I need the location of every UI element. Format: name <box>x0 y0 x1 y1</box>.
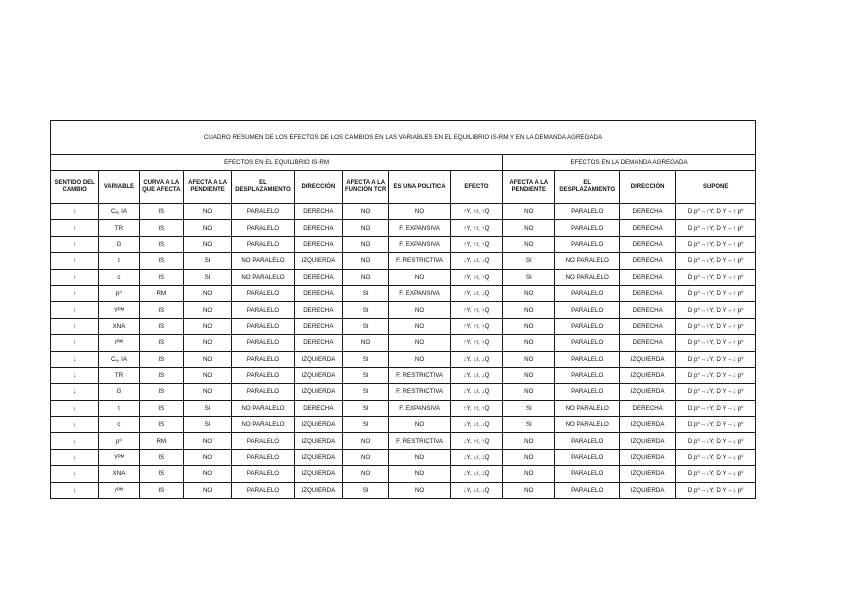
cell-desplazamiento: PARALELO <box>232 204 294 220</box>
cell-sentido: ↑ <box>51 236 99 252</box>
cell-variable: XNA <box>99 466 139 482</box>
cell-funcion-tcr: SI <box>343 417 389 433</box>
cell-da-desplazamiento: PARALELO <box>555 351 619 367</box>
cell-sentido: ↑ <box>51 269 99 285</box>
cell-sentido: ↑ <box>51 253 99 269</box>
cell-funcion-tcr: NO <box>343 335 389 351</box>
cell-politica: NO <box>389 204 450 220</box>
cell-funcion-tcr: NO <box>343 433 389 449</box>
table-row <box>51 302 756 318</box>
cell-pendiente: SI <box>183 400 231 416</box>
cell-curva: IS <box>139 351 183 367</box>
cell-sentido: ↓ <box>51 466 99 482</box>
cell-efecto: ↑Y, ↑r, ↑Q <box>450 318 502 334</box>
group-header-demanda: EFECTOS EN LA DEMANDA AGREGADA <box>503 155 756 171</box>
cell-efecto: ↑Y, ↑r, ↑Q <box>450 302 502 318</box>
cell-direccion: IZQUIERDA <box>294 367 342 383</box>
cell-variable: rᴿᴹ <box>99 482 139 498</box>
cell-pendiente: NO <box>183 285 231 301</box>
header-sentido: SENTIDO DEL CAMBIO <box>51 171 99 204</box>
cell-direccion: IZQUIERDA <box>294 253 342 269</box>
cell-efecto: ↓Y, ↓r, ↓Q <box>450 449 502 465</box>
cell-curva: IS <box>139 253 183 269</box>
cell-funcion-tcr: SI <box>343 351 389 367</box>
cell-da-pendiente: NO <box>503 367 555 383</box>
cell-funcion-tcr: NO <box>343 269 389 285</box>
cell-efecto: ↓Y, ↓r, ↓Q <box>450 367 502 383</box>
cell-variable: G <box>99 384 139 400</box>
cell-curva: IS <box>139 466 183 482</box>
cell-politica: F. EXPANSIVA <box>389 220 450 236</box>
cell-supone: D p⁰→↓Y; D Y→↓ p⁰ <box>676 449 756 465</box>
cell-da-direccion: DERECHA <box>619 335 675 351</box>
cell-variable: XNA <box>99 318 139 334</box>
cell-pendiente: NO <box>183 318 231 334</box>
table-title: CUADRO RESUMEN DE LOS EFECTOS DE LOS CAMBIOS EN LAS VARIABLES EN EL EQUILIBRIO IS-RM Y EN LA DEMANDA AGREGADA <box>51 121 756 155</box>
cell-direccion: IZQUIERDA <box>294 417 342 433</box>
table-row <box>51 433 756 449</box>
cell-efecto: ↑Y, ↑r, ↑Q <box>450 269 502 285</box>
cell-desplazamiento: PARALELO <box>232 433 294 449</box>
cell-sentido: ↑ <box>51 335 99 351</box>
cell-desplazamiento: PARALELO <box>232 285 294 301</box>
cell-politica: F. EXPANSIVA <box>389 400 450 416</box>
group-header-is-rm: EFECTOS EN EL EQUILIBRIO IS-RM <box>51 155 503 171</box>
cell-supone: D p⁰→↑Y; D Y→↑ p⁰ <box>676 220 756 236</box>
cell-direccion: DERECHA <box>294 302 342 318</box>
cell-curva: RM <box>139 433 183 449</box>
cell-politica: F. RESTRICTIVA <box>389 384 450 400</box>
cell-supone: D p⁰→↓Y; D Y→↓ p⁰ <box>676 417 756 433</box>
cell-sentido: ↑ <box>51 285 99 301</box>
cell-direccion: DERECHA <box>294 400 342 416</box>
cell-pendiente: NO <box>183 449 231 465</box>
cell-curva: IS <box>139 367 183 383</box>
cell-funcion-tcr: NO <box>343 236 389 252</box>
summary-table <box>50 120 756 499</box>
cell-desplazamiento: PARALELO <box>232 220 294 236</box>
cell-desplazamiento: PARALELO <box>232 351 294 367</box>
cell-da-pendiente: NO <box>503 285 555 301</box>
cell-curva: IS <box>139 417 183 433</box>
cell-da-direccion: IZQUIERDA <box>619 367 675 383</box>
cell-sentido: ↓ <box>51 482 99 498</box>
cell-desplazamiento: PARALELO <box>232 335 294 351</box>
cell-funcion-tcr: NO <box>343 220 389 236</box>
table-row <box>51 449 756 465</box>
cell-da-desplazamiento: PARALELO <box>555 302 619 318</box>
cell-funcion-tcr: SI <box>343 400 389 416</box>
cell-direccion: IZQUIERDA <box>294 433 342 449</box>
cell-efecto: ↑Y, ↑r, ↑Q <box>450 236 502 252</box>
cell-efecto: ↑Y, ↑r, ↑Q <box>450 220 502 236</box>
cell-funcion-tcr: NO <box>343 204 389 220</box>
cell-da-desplazamiento: PARALELO <box>555 220 619 236</box>
cell-supone: D p⁰→↓Y; D Y→↓ p⁰ <box>676 466 756 482</box>
cell-efecto: ↑Y, ↓r, ↓Q <box>450 285 502 301</box>
cell-sentido: ↓ <box>51 449 99 465</box>
cell-politica: F. RESTRICTIVA <box>389 253 450 269</box>
cell-da-pendiente: NO <box>503 384 555 400</box>
cell-direccion: DERECHA <box>294 220 342 236</box>
cell-supone: D p⁰→↑Y; D Y→↑ p⁰ <box>676 269 756 285</box>
cell-direccion: IZQUIERDA <box>294 482 342 498</box>
cell-politica: NO <box>389 351 450 367</box>
cell-da-desplazamiento: NO PARALELO <box>555 400 619 416</box>
cell-da-direccion: DERECHA <box>619 302 675 318</box>
cell-da-pendiente: NO <box>503 236 555 252</box>
cell-da-desplazamiento: PARALELO <box>555 285 619 301</box>
cell-direccion: DERECHA <box>294 285 342 301</box>
cell-desplazamiento: NO PARALELO <box>232 253 294 269</box>
table-row <box>51 417 756 433</box>
cell-da-pendiente: SI <box>503 269 555 285</box>
cell-efecto: ↓Y, ↓r, ↓Q <box>450 417 502 433</box>
cell-efecto: ↓Y, ↑r, ↑Q <box>450 433 502 449</box>
cell-da-pendiente: NO <box>503 433 555 449</box>
cell-da-direccion: IZQUIERDA <box>619 466 675 482</box>
table-row <box>51 482 756 498</box>
cell-variable: G <box>99 236 139 252</box>
cell-direccion: DERECHA <box>294 318 342 334</box>
cell-variable: TR <box>99 220 139 236</box>
cell-da-desplazamiento: PARALELO <box>555 466 619 482</box>
cell-pendiente: NO <box>183 220 231 236</box>
cell-funcion-tcr: NO <box>343 449 389 465</box>
cell-variable: rᴿᴹ <box>99 335 139 351</box>
cell-sentido: ↑ <box>51 318 99 334</box>
cell-da-pendiente: SI <box>503 253 555 269</box>
cell-da-pendiente: NO <box>503 318 555 334</box>
cell-funcion-tcr: NO <box>343 466 389 482</box>
cell-desplazamiento: PARALELO <box>232 466 294 482</box>
cell-da-direccion: IZQUIERDA <box>619 417 675 433</box>
header-efecto: EFECTO <box>450 171 502 204</box>
cell-supone: D p⁰→↑Y; D Y→↑ p⁰ <box>676 236 756 252</box>
header-pendiente: AFECTA A LA PENDIENTE <box>183 171 231 204</box>
cell-da-direccion: DERECHA <box>619 220 675 236</box>
cell-da-direccion: IZQUIERDA <box>619 351 675 367</box>
cell-supone: D p⁰→↓Y; D Y→↑ p⁰ <box>676 253 756 269</box>
cell-curva: IS <box>139 335 183 351</box>
cell-politica: F. EXPANSIVA <box>389 285 450 301</box>
cell-curva: IS <box>139 482 183 498</box>
cell-da-direccion: DERECHA <box>619 236 675 252</box>
table-row <box>51 351 756 367</box>
cell-politica: NO <box>389 449 450 465</box>
cell-da-pendiente: NO <box>503 351 555 367</box>
cell-variable: t <box>99 400 139 416</box>
table-row <box>51 335 756 351</box>
cell-supone: D p⁰→↓Y; D Y→↓ p⁰ <box>676 433 756 449</box>
cell-sentido: ↓ <box>51 433 99 449</box>
cell-desplazamiento: PARALELO <box>232 449 294 465</box>
cell-efecto: ↑Y, ↑r, ↑Q <box>450 335 502 351</box>
cell-da-direccion: DERECHA <box>619 253 675 269</box>
cell-politica: NO <box>389 482 450 498</box>
cell-politica: NO <box>389 335 450 351</box>
cell-desplazamiento: PARALELO <box>232 367 294 383</box>
cell-pendiente: NO <box>183 335 231 351</box>
cell-supone: D p⁰→↑Y; D Y→↑ p⁰ <box>676 204 756 220</box>
cell-sentido: ↓ <box>51 351 99 367</box>
cell-supone: D p⁰→↓Y; D Y→↓ p⁰ <box>676 367 756 383</box>
cell-da-pendiente: NO <box>503 466 555 482</box>
cell-efecto: ↓Y, ↓r, ↓Q <box>450 482 502 498</box>
cell-da-desplazamiento: PARALELO <box>555 449 619 465</box>
table-row <box>51 367 756 383</box>
cell-pendiente: NO <box>183 433 231 449</box>
cell-variable: Yᴿᴹ <box>99 302 139 318</box>
cell-da-desplazamiento: PARALELO <box>555 335 619 351</box>
table-row <box>51 204 756 220</box>
table-row <box>51 285 756 301</box>
cell-direccion: DERECHA <box>294 269 342 285</box>
cell-funcion-tcr: SI <box>343 367 389 383</box>
cell-da-desplazamiento: PARALELO <box>555 236 619 252</box>
cell-funcion-tcr: SI <box>343 302 389 318</box>
cell-da-direccion: IZQUIERDA <box>619 433 675 449</box>
cell-variable: p⁰ <box>99 433 139 449</box>
cell-curva: IS <box>139 204 183 220</box>
cell-efecto: ↓Y, ↓r, ↓Q <box>450 384 502 400</box>
cell-supone: D p⁰→↓Y; D Y→↓ p⁰ <box>676 351 756 367</box>
cell-da-direccion: DERECHA <box>619 204 675 220</box>
cell-direccion: IZQUIERDA <box>294 351 342 367</box>
cell-curva: IS <box>139 220 183 236</box>
cell-sentido: ↓ <box>51 384 99 400</box>
cell-direccion: DERECHA <box>294 236 342 252</box>
cell-desplazamiento: PARALELO <box>232 318 294 334</box>
cell-da-pendiente: NO <box>503 204 555 220</box>
cell-pendiente: SI <box>183 417 231 433</box>
cell-da-direccion: DERECHA <box>619 318 675 334</box>
cell-sentido: ↓ <box>51 400 99 416</box>
cell-pendiente: SI <box>183 253 231 269</box>
cell-curva: IS <box>139 384 183 400</box>
cell-da-direccion: DERECHA <box>619 269 675 285</box>
cell-pendiente: NO <box>183 204 231 220</box>
cell-variable: c <box>99 417 139 433</box>
cell-da-direccion: IZQUIERDA <box>619 384 675 400</box>
cell-supone: D p⁰→↑Y; D Y→↑ p⁰ <box>676 318 756 334</box>
cell-funcion-tcr: SI <box>343 285 389 301</box>
cell-pendiente: NO <box>183 302 231 318</box>
cell-da-pendiente: NO <box>503 220 555 236</box>
table-row <box>51 400 756 416</box>
cell-desplazamiento: PARALELO <box>232 384 294 400</box>
cell-desplazamiento: NO PARALELO <box>232 400 294 416</box>
table-row <box>51 384 756 400</box>
header-funcion-tcr: AFECTA A LA FUNCIÓN TCR <box>343 171 389 204</box>
cell-curva: IS <box>139 302 183 318</box>
cell-politica: NO <box>389 269 450 285</box>
cell-da-desplazamiento: PARALELO <box>555 367 619 383</box>
cell-da-desplazamiento: NO PARALELO <box>555 253 619 269</box>
cell-variable: t <box>99 253 139 269</box>
cell-sentido: ↑ <box>51 220 99 236</box>
cell-da-desplazamiento: PARALELO <box>555 433 619 449</box>
cell-pendiente: NO <box>183 236 231 252</box>
cell-da-direccion: DERECHA <box>619 285 675 301</box>
cell-politica: F. EXPANSIVA <box>389 236 450 252</box>
table-row <box>51 253 756 269</box>
cell-da-pendiente: NO <box>503 482 555 498</box>
cell-da-direccion: IZQUIERDA <box>619 449 675 465</box>
header-da-pendiente: AFECTA A LA PENDIENTE <box>503 171 555 204</box>
cell-funcion-tcr: SI <box>343 482 389 498</box>
table-row <box>51 466 756 482</box>
cell-efecto: ↑Y, ↑r, ↑Q <box>450 400 502 416</box>
cell-da-pendiente: NO <box>503 335 555 351</box>
cell-direccion: DERECHA <box>294 204 342 220</box>
cell-desplazamiento: PARALELO <box>232 236 294 252</box>
cell-pendiente: NO <box>183 367 231 383</box>
cell-pendiente: NO <box>183 384 231 400</box>
cell-curva: IS <box>139 236 183 252</box>
table-row <box>51 236 756 252</box>
cell-sentido: ↓ <box>51 367 99 383</box>
cell-pendiente: NO <box>183 482 231 498</box>
cell-supone: D p⁰→↑Y; D Y→↑ p⁰ <box>676 302 756 318</box>
cell-funcion-tcr: SI <box>343 318 389 334</box>
cell-variable: p⁰ <box>99 285 139 301</box>
cell-politica: NO <box>389 466 450 482</box>
cell-direccion: IZQUIERDA <box>294 466 342 482</box>
cell-da-desplazamiento: NO PARALELO <box>555 417 619 433</box>
cell-pendiente: SI <box>183 269 231 285</box>
header-desplazamiento: EL DESPLAZAMIENTO <box>232 171 294 204</box>
header-da-direccion: DIRECCIÓN <box>619 171 675 204</box>
cell-direccion: IZQUIERDA <box>294 384 342 400</box>
cell-pendiente: NO <box>183 466 231 482</box>
cell-variable: Yᴿᴹ <box>99 449 139 465</box>
header-direccion: DIRECCIÓN <box>294 171 342 204</box>
cell-supone: D p⁰→↑Y; D Y→↑ p⁰ <box>676 285 756 301</box>
cell-supone: D p⁰→↓Y; D Y→↓ p⁰ <box>676 482 756 498</box>
cell-curva: IS <box>139 400 183 416</box>
cell-politica: NO <box>389 302 450 318</box>
cell-direccion: IZQUIERDA <box>294 449 342 465</box>
cell-da-pendiente: SI <box>503 400 555 416</box>
cell-da-direccion: DERECHA <box>619 400 675 416</box>
cell-supone: D p⁰→↓Y; D Y→↓ p⁰ <box>676 384 756 400</box>
cell-curva: IS <box>139 318 183 334</box>
cell-supone: D p⁰→↑Y; D Y→↑ p⁰ <box>676 335 756 351</box>
cell-da-direccion: IZQUIERDA <box>619 482 675 498</box>
cell-da-desplazamiento: NO PARALELO <box>555 269 619 285</box>
table-row <box>51 220 756 236</box>
cell-da-desplazamiento: PARALELO <box>555 384 619 400</box>
cell-politica: F. RESTRICTIVA <box>389 367 450 383</box>
cell-politica: NO <box>389 417 450 433</box>
cell-sentido: ↑ <box>51 204 99 220</box>
header-curva: CURVA A LA QUE AFECTA <box>139 171 183 204</box>
cell-sentido: ↑ <box>51 302 99 318</box>
header-variable: VARIABLE <box>99 171 139 204</box>
cell-funcion-tcr: NO <box>343 253 389 269</box>
cell-desplazamiento: NO PARALELO <box>232 417 294 433</box>
cell-da-pendiente: NO <box>503 302 555 318</box>
cell-desplazamiento: NO PARALELO <box>232 269 294 285</box>
table-row <box>51 318 756 334</box>
header-politica: ES UNA POLITICA <box>389 171 450 204</box>
cell-da-desplazamiento: PARALELO <box>555 318 619 334</box>
cell-desplazamiento: PARALELO <box>232 302 294 318</box>
header-da-desplazamiento: EL DESPLAZAMIENTO <box>555 171 619 204</box>
cell-da-desplazamiento: PARALELO <box>555 204 619 220</box>
header-supone: SUPONE <box>676 171 756 204</box>
cell-pendiente: NO <box>183 351 231 367</box>
cell-politica: F. RESTRICTIVA <box>389 433 450 449</box>
cell-supone: D p⁰→↑Y; D Y→↓ p⁰ <box>676 400 756 416</box>
cell-efecto: ↓Y, ↓r, ↓Q <box>450 351 502 367</box>
cell-variable: Cₐ, IA <box>99 351 139 367</box>
cell-curva: IS <box>139 449 183 465</box>
cell-efecto: ↑Y, ↑r, ↑Q <box>450 204 502 220</box>
cell-efecto: ↓Y, ↓r, ↓Q <box>450 466 502 482</box>
cell-desplazamiento: PARALELO <box>232 482 294 498</box>
cell-da-pendiente: NO <box>503 449 555 465</box>
cell-variable: Cₐ, IA <box>99 204 139 220</box>
cell-sentido: ↓ <box>51 417 99 433</box>
cell-direccion: DERECHA <box>294 335 342 351</box>
cell-curva: IS <box>139 269 183 285</box>
cell-efecto: ↓Y, ↓r, ↓Q <box>450 253 502 269</box>
cell-da-pendiente: SI <box>503 417 555 433</box>
cell-politica: NO <box>389 318 450 334</box>
cell-curva: RM <box>139 285 183 301</box>
cell-variable: TR <box>99 367 139 383</box>
cell-variable: c <box>99 269 139 285</box>
cell-funcion-tcr: SI <box>343 384 389 400</box>
cell-da-desplazamiento: PARALELO <box>555 482 619 498</box>
table-row <box>51 269 756 285</box>
